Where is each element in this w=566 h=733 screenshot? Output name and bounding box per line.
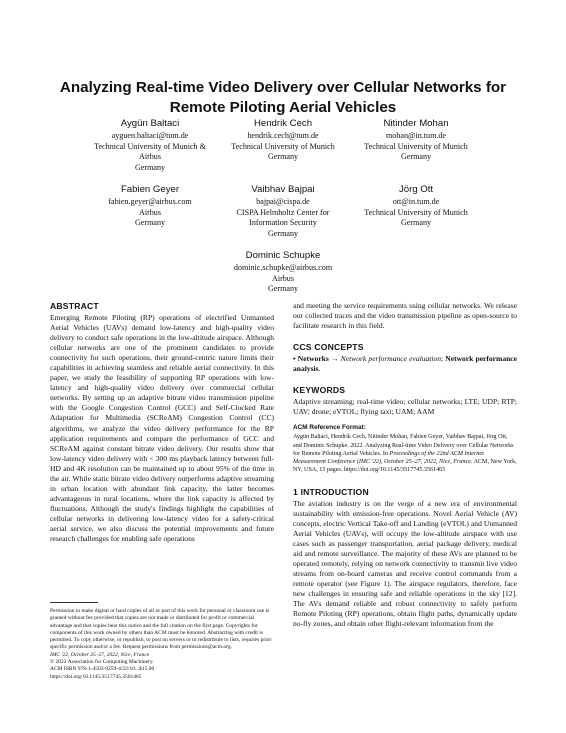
abstract-continued: and meeting the service requirements using cellular networks. We release our collected traces and the video transmission pipeline as open-source to facilitate research in this field. <box>293 301 517 331</box>
ccs-bullet: • Networks <box>293 354 329 364</box>
permission-footnote <box>50 602 274 681</box>
author-affiliation: Technical University of Munich <box>364 141 468 151</box>
left-column <box>50 301 274 544</box>
ccs-analysis: Network performance analysis <box>293 354 517 374</box>
ccs-concepts: • Networks → Network performance evaluation; Network performance analysis. <box>293 354 517 374</box>
author-block <box>331 118 501 163</box>
author-affiliation: Germany <box>400 218 432 228</box>
acm-reference: ACM Reference Format: Aygün Baltaci, Hendrik Cech, Nitinder Mohan, Fabien Geyer, Vaibhav Bajpai, Jörg Ott, and Dominic Schupke. 2022. Analyzing Real-time Video Delivery over Cellular Networks for Remote Piloting Aerial Vehicles. In Proceedings of the 22nd ACM Internet Measurement Conference (IMC '22), October 25–27, 2022, Nice, France. ACM, New York, NY, USA, 15 pages. https://doi.org/10.1145/3517745.3561465 <box>293 424 517 473</box>
author-affiliation: Germany <box>134 218 166 228</box>
author-name: Dominic Schupke <box>245 250 321 261</box>
introduction-text: The aviation industry is on the verge of a new era of environmental sustainability with emission-free operations. Novel Aerial Vehicle (AV) concepts, electric Vertical Take-off and Landing (eVTOL) and Unmanned Aerial Vehicles (UAVs), will occupy the low-altitude airspace with use cases such as passenger transportation, aerial package delivery, medical aid and remote surveillance. The majority of these AVs are planned to be operated remotely, relying on network connectivity to transmit live video streams from on-board cameras and receive control commands from a remote operator (see Figure 1). The airspace regulators, therefore, face new challenges in ensuring safe and reliable operations in the sky [12]. The AVs demand reliable and robust connectivity to safely perform Remote Piloting (RP) operations, obtain flight paths, dynamically update no-fly zones, and obtain other flight-relevant information from the <box>293 498 517 629</box>
author-email: ott@in.tum.de <box>392 197 440 206</box>
author-affiliation: Airbus <box>271 273 295 283</box>
author-affiliation: Airbus <box>138 152 162 162</box>
title-line-2: Remote Piloting Aerial Vehicles <box>169 99 397 116</box>
acm-reference-label: ACM Reference Format: <box>293 424 366 432</box>
author-affiliation: CISPA Helmholtz Center for <box>236 207 330 217</box>
author-block <box>198 250 368 295</box>
author-name: Vaibhav Bajpai <box>251 184 315 195</box>
author-affiliation: Technical University of Munich <box>231 141 335 151</box>
author-name: Hendrik Cech <box>253 118 313 129</box>
author-name: Fabien Geyer <box>120 184 180 195</box>
abstract-text: Emerging Remote Piloting (RP) operations of electrified Unmanned Aerial Vehicles (UAVs) demand low-latency and high-quality video delivery to conduct safe operations in the low-altitude airspace. Although cellular networks are one of the prominent candidates to provide connectivity for such operations, their ground-centric nature limits their capabilities in achieving seamless and reliable aerial connectivity. In this paper, we study the feasibility of supporting RP operations with low-latency and high-quality video delivery over commercial cellular networks. By setting up an adaptive bitrate video transmission pipeline with the Google Congestion Control (GCC) and Self-Clocked Rate Adaptation for Multimedia (SCReAM) Congestion Control (CC) algorithms, we analyze the video delivery performance for the RP application requirements and compare the performance of GCC and SCReAM against constant bitrate video delivery. Our results show that low-latency video delivery with < 300 ms playback latency between full-HD and 4K resolution can be maintained up to about 95% of the time in the air. While static bitrate video delivery outperforms adaptive streaming in urban location with abundant link capacity, the latter becomes advantageous in rural locations, where the link capacity is affected by fluctuations. Although the study's findings highlight the capabilities of cellular networks in delivering low-latency video for a safety-critical aerial service, we also discuss the potential improvements and future research challenges for enabling safe operations <box>50 313 274 544</box>
paper-title <box>30 78 536 118</box>
author-affiliation: Technical University of Munich & <box>94 141 206 151</box>
author-affiliation: Germany <box>267 152 299 162</box>
author-affiliation: Information Security <box>249 218 317 228</box>
author-email: fabien.geyer@airbus.com <box>108 197 192 206</box>
author-name: Nitinder Mohan <box>383 118 449 129</box>
abstract-heading: ABSTRACT <box>50 301 99 311</box>
author-affiliation: Technical University of Munich <box>364 207 468 217</box>
keywords-text: Adaptive streaming; real-time video; cellular networks; LTE; UDP; RTP; UAV; drone; eVTOL; flying taxi; UAM; AAM <box>293 397 517 417</box>
author-email: mohan@in.tum.de <box>385 131 447 140</box>
doi-line[interactable]: https://doi.org/10.1145/3517745.3561465 <box>50 673 142 680</box>
footnote-rule <box>50 602 98 603</box>
permission-text: Permission to make digital or hard copies of all or part of this work for personal or classroom use is granted without fee provided that copies are not made or distributed for profit or commercial advantage and that copies bear this notice and the full citation on the first page. Copyrights for components of this work owned by others than ACM must be honored. Abstracting with credit is permitted. To copy otherwise, or republish, to post on servers or to redistribute to lists, requires prior specific permission and/or a fee. Request permissions from permissions@acm.org. <box>50 608 272 651</box>
author-name: Aygün Baltaci <box>120 118 180 129</box>
conference-line: IMC '22, October 25–27, 2022, Nice, France <box>50 651 150 658</box>
isbn-line: ACM ISBN 978-1-4503-9259-4/22/10...$15.00 <box>50 666 155 673</box>
author-block <box>331 184 501 229</box>
author-affiliation: Germany <box>267 228 299 238</box>
keywords-heading: KEYWORDS <box>293 385 346 396</box>
author-affiliation: Germany <box>267 284 299 294</box>
ccs-italic: Network performance evaluation <box>340 354 441 364</box>
copyright-line: © 2022 Association for Computing Machinery. <box>50 659 154 666</box>
author-email: dominic.schupke@airbus.com <box>233 263 333 272</box>
author-email: bajpai@cispa.de <box>256 197 310 206</box>
right-column <box>293 301 517 630</box>
author-email: hendrik.cech@tum.de <box>247 131 319 140</box>
ccs-heading: CCS CONCEPTS <box>293 342 364 353</box>
title-line-1: Analyzing Real-time Video Delivery over Cellular Networks for <box>59 79 507 96</box>
acm-reference-venue: Proceedings of the 22nd ACM Internet Measurement Conference (IMC '22), October 25–27, 2022, Nice, France. <box>293 450 484 465</box>
author-affiliation: Airbus <box>138 207 162 217</box>
author-affiliation: Germany <box>134 162 166 172</box>
author-email: ayguen.baltaci@tum.de <box>111 131 189 140</box>
author-name: Jörg Ott <box>398 184 434 195</box>
author-affiliation: Germany <box>400 152 432 162</box>
introduction-heading: 1 INTRODUCTION <box>293 486 369 497</box>
